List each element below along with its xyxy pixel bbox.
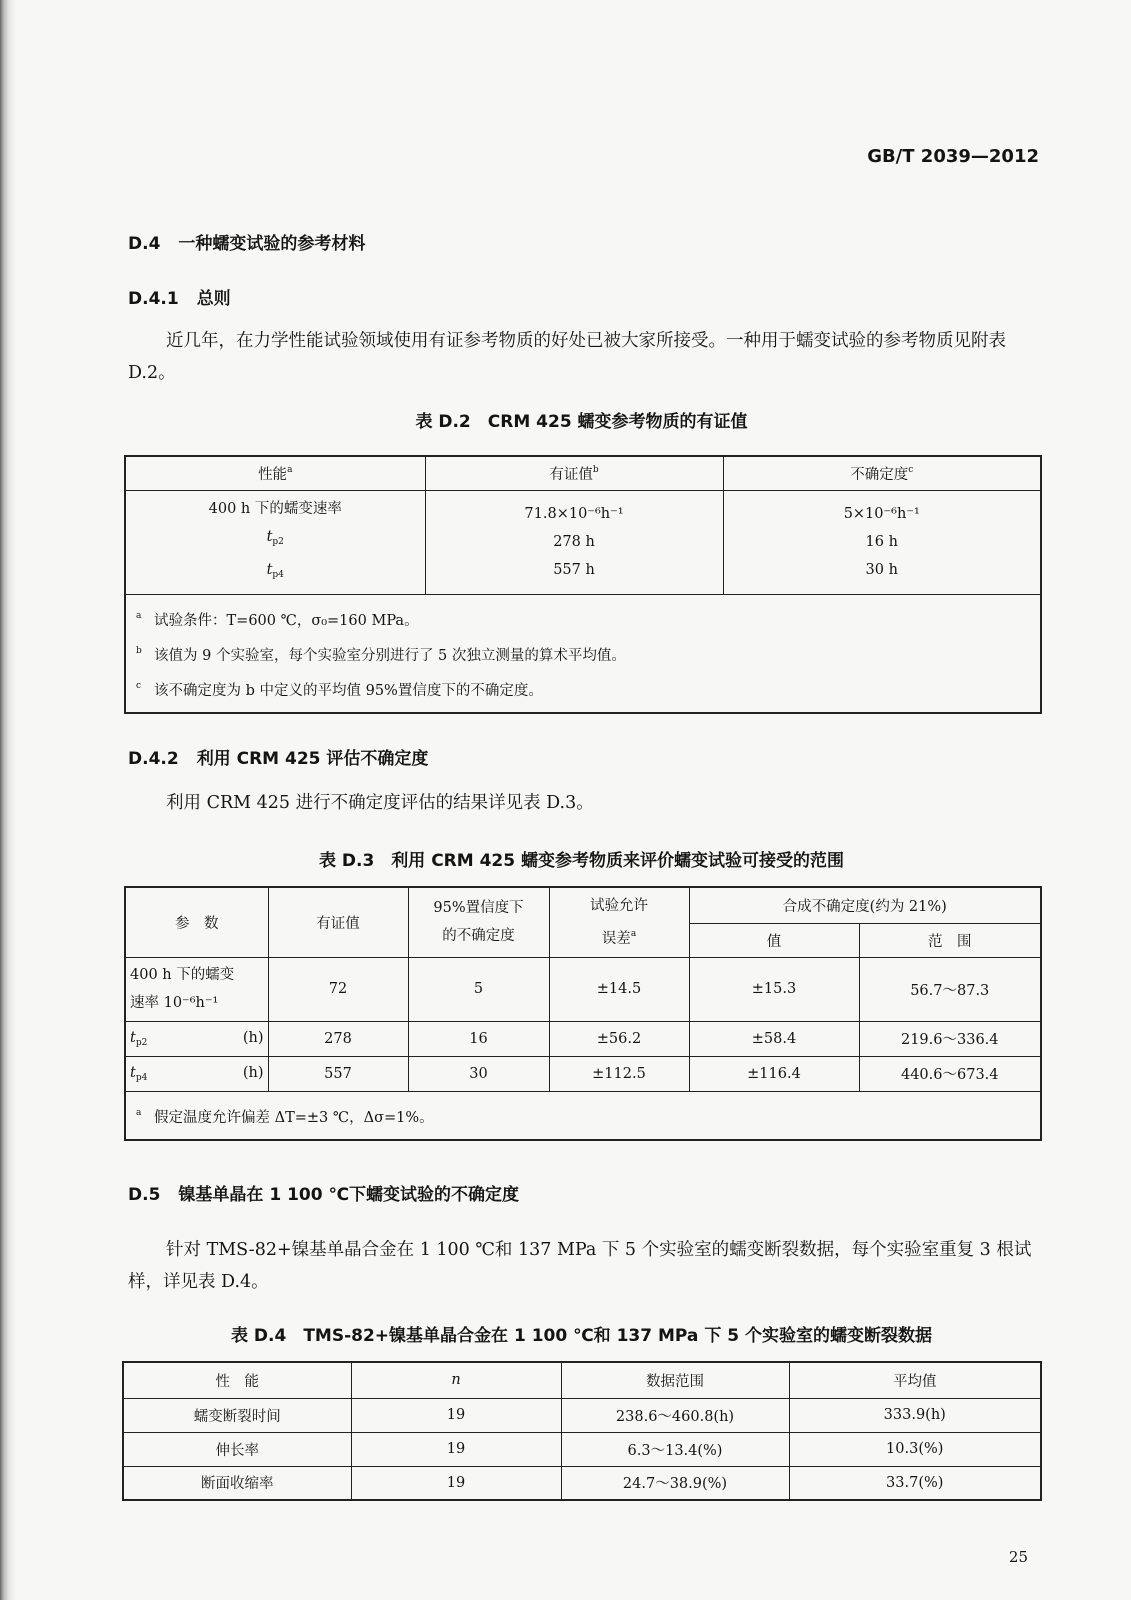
header-n: n xyxy=(351,1362,561,1398)
section-title: 镍基单晶在 1 100 ℃下蠕变试验的不确定度 xyxy=(178,1185,520,1205)
property-cell: 伸长率 xyxy=(123,1432,351,1466)
table-header-row xyxy=(125,456,1041,490)
paragraph-d41: 近几年，在力学性能试验领域使用有证参考物质的好处已被大家所接受。一种用于蠕变试验的参考物质见附表 D.2。 xyxy=(128,331,1006,383)
table-d3 xyxy=(124,886,1042,1141)
range-cell: 238.6～460.8(h) xyxy=(561,1398,789,1432)
header-data-range: 数据范围 xyxy=(561,1362,789,1398)
n-cell: 19 xyxy=(351,1432,561,1466)
table-notes xyxy=(125,594,1041,713)
value-cell: ±15.3 xyxy=(689,957,859,1021)
certified-cell: 278 xyxy=(268,1021,408,1056)
value-cell: ±58.4 xyxy=(689,1021,859,1056)
param-cell: $t_{p4}$ (h) xyxy=(125,1056,268,1091)
mean-cell: 10.3(%) xyxy=(789,1432,1041,1466)
table-d4 xyxy=(122,1361,1042,1501)
ci-cell: 5 xyxy=(408,957,549,1021)
table-row xyxy=(123,1432,1041,1466)
paragraph-d42: 利用 CRM 425 进行不确定度评估的结果详见表 D.3。 xyxy=(166,793,594,813)
table-d2 xyxy=(124,455,1042,714)
table-row xyxy=(123,1466,1041,1500)
header-tolerance: 试验允许 误差$^a$ xyxy=(549,887,689,957)
section-number: D.5 xyxy=(128,1185,161,1205)
mean-cell: 333.9(h) xyxy=(789,1398,1041,1432)
header-combined-uncertainty: 合成不确定度(约为 21%) xyxy=(689,887,1041,923)
table-note: a 假定温度允许偏差 ΔT=±3 ℃，Δσ=1%。 xyxy=(125,1091,1041,1140)
table-note: b 该值为 9 个实验室，每个实验室分别进行了 5 次独立测量的算术平均值。 xyxy=(136,645,626,664)
section-title: 一种蠕变试验的参考材料 xyxy=(178,234,366,254)
header-value: 值 xyxy=(689,923,859,957)
table-caption-d3: 表 D.3 利用 CRM 425 蠕变参考物质来评价蠕变试验可接受的范围 xyxy=(318,851,845,871)
section-heading-d4 xyxy=(128,229,365,254)
table-note: c 该不确定度为 b 中定义的平均值 95%置信度下的不确定度。 xyxy=(136,680,543,699)
property-cell: 400 h 下的蠕变速率 $t_{p2}$ $t_{p4}$ xyxy=(125,490,425,594)
table-row xyxy=(125,1056,1041,1091)
range-cell: 6.3～13.4(%) xyxy=(561,1432,789,1466)
certified-cell: 71.8×10⁻⁶h⁻¹ 278 h 557 h xyxy=(425,490,723,594)
table-caption-d4: 表 D.4 TMS-82+镍基单晶合金在 1 100 ℃和 137 MPa 下 5 个实验室的蠕变断裂数据 xyxy=(231,1326,932,1346)
table-row xyxy=(125,1021,1041,1056)
scan-edge-shadow xyxy=(0,0,16,1600)
header-property: 性 能 xyxy=(123,1362,351,1398)
table-header-row xyxy=(123,1362,1041,1398)
tolerance-cell: ±56.2 xyxy=(549,1021,689,1056)
property-cell: 蠕变断裂时间 xyxy=(123,1398,351,1432)
header-param: 参 数 xyxy=(125,887,268,957)
n-cell: 19 xyxy=(351,1466,561,1500)
range-cell: 440.6～673.4 xyxy=(859,1056,1041,1091)
section-number: D.4.2 xyxy=(128,749,179,769)
certified-cell: 557 xyxy=(268,1056,408,1091)
header-certified: 有证值 xyxy=(268,887,408,957)
header-property: 性能$^a$ xyxy=(125,456,425,490)
paragraph-d5: 针对 TMS-82+镍基单晶合金在 1 100 ℃和 137 MPa 下 5 个实验室的蠕变断裂数据，每个实验室重复 3 根试样，详见表 D.4。 xyxy=(128,1240,1032,1292)
header-uncertainty: 不确定度$^c$ xyxy=(723,456,1041,490)
header-confidence: 95%置信度下 的不确定度 xyxy=(408,887,549,957)
section-number: D.4.1 xyxy=(128,289,179,309)
ci-cell: 16 xyxy=(408,1021,549,1056)
section-heading-d41 xyxy=(128,284,231,309)
table-notes-row xyxy=(125,594,1041,713)
table-header-row xyxy=(125,887,1041,923)
header-range: 范 围 xyxy=(859,923,1041,957)
section-title: 利用 CRM 425 评估不确定度 xyxy=(196,749,429,769)
table-row xyxy=(125,490,1041,594)
tolerance-cell: ±112.5 xyxy=(549,1056,689,1091)
section-heading-d42 xyxy=(128,744,428,769)
mean-cell: 33.7(%) xyxy=(789,1466,1041,1500)
table-caption-d2: 表 D.2 CRM 425 蠕变参考物质的有证值 xyxy=(415,412,748,432)
value-cell: ±116.4 xyxy=(689,1056,859,1091)
n-cell: 19 xyxy=(351,1398,561,1432)
standard-number: GB/T 2039—2012 xyxy=(867,146,1039,167)
header-certified: 有证值$^b$ xyxy=(425,456,723,490)
section-number: D.4 xyxy=(128,234,161,254)
header-mean: 平均值 xyxy=(789,1362,1041,1398)
tolerance-cell: ±14.5 xyxy=(549,957,689,1021)
table-row xyxy=(123,1398,1041,1432)
range-cell: 219.6～336.4 xyxy=(859,1021,1041,1056)
param-cell: 400 h 下的蠕变 速率 10⁻⁶h⁻¹ xyxy=(125,957,268,1021)
table-note: a 试验条件：T=600 ℃，σ₀=160 MPa。 xyxy=(136,610,419,629)
page-number: 25 xyxy=(1008,1548,1028,1566)
ci-cell: 30 xyxy=(408,1056,549,1091)
uncertainty-cell: 5×10⁻⁶h⁻¹ 16 h 30 h xyxy=(723,490,1041,594)
param-cell: $t_{p2}$ (h) xyxy=(125,1021,268,1056)
table-row xyxy=(125,957,1041,1021)
range-cell: 24.7～38.9(%) xyxy=(561,1466,789,1500)
property-cell: 断面收缩率 xyxy=(123,1466,351,1500)
table-notes-row xyxy=(125,1091,1041,1140)
range-cell: 56.7～87.3 xyxy=(859,957,1041,1021)
certified-cell: 72 xyxy=(268,957,408,1021)
section-title: 总则 xyxy=(196,289,231,309)
section-heading-d5 xyxy=(128,1180,519,1205)
